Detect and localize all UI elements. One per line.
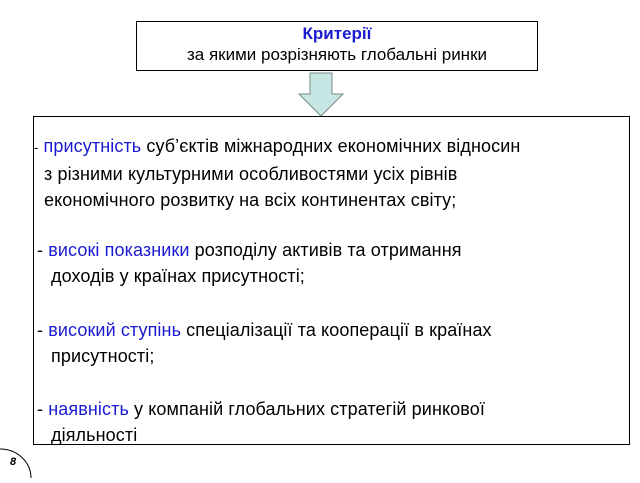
criterion-first-line bbox=[37, 237, 462, 263]
criterion-first-line bbox=[37, 396, 485, 422]
criteria-box bbox=[33, 116, 630, 445]
criterion-dash: - bbox=[37, 240, 44, 260]
criterion-continuation: економічного розвитку на всіх континентах світу; bbox=[44, 190, 457, 210]
header-title: Критерії bbox=[302, 24, 372, 43]
criterion-keyword: присутність bbox=[43, 136, 142, 156]
criterion-continuation: з різними культурними особливостями усіх рівнів bbox=[44, 164, 458, 184]
criterion-item-availability bbox=[37, 396, 485, 448]
header-box bbox=[136, 21, 538, 71]
criterion-continuation: доходів у країнах присутності; bbox=[51, 266, 305, 286]
criterion-dash: - bbox=[37, 320, 44, 340]
criterion-dash: - bbox=[37, 399, 44, 419]
criterion-first-line bbox=[37, 317, 492, 343]
down-arrow-icon bbox=[296, 72, 346, 118]
criterion-text: розподілу активів та отримання bbox=[189, 240, 462, 260]
header-subtitle: за якими розрізняють глобальні ринки bbox=[186, 45, 488, 64]
criterion-keyword: наявність bbox=[48, 399, 129, 419]
criterion-item-high-degree bbox=[37, 317, 492, 369]
page-number-badge bbox=[0, 447, 34, 478]
criterion-text: спеціалізації та кооперації в країнах bbox=[181, 320, 492, 340]
page-number: 8 bbox=[10, 456, 17, 468]
criterion-continuation: діяльності bbox=[51, 425, 138, 445]
criterion-text: у компаній глобальних стратегій ринкової bbox=[128, 399, 485, 419]
criterion-keyword: високий ступінь bbox=[48, 320, 182, 340]
page-number-arc bbox=[0, 447, 34, 478]
criterion-dash: - bbox=[34, 140, 39, 155]
criterion-text: суб’єктів міжнародних економічних відносин bbox=[141, 136, 521, 156]
criterion-first-line bbox=[34, 133, 520, 161]
criterion-item-presence bbox=[34, 133, 520, 213]
criterion-continuation: присутності; bbox=[51, 346, 155, 366]
criterion-keyword: високі показники bbox=[48, 240, 190, 260]
criterion-item-high-indicators bbox=[37, 237, 462, 289]
